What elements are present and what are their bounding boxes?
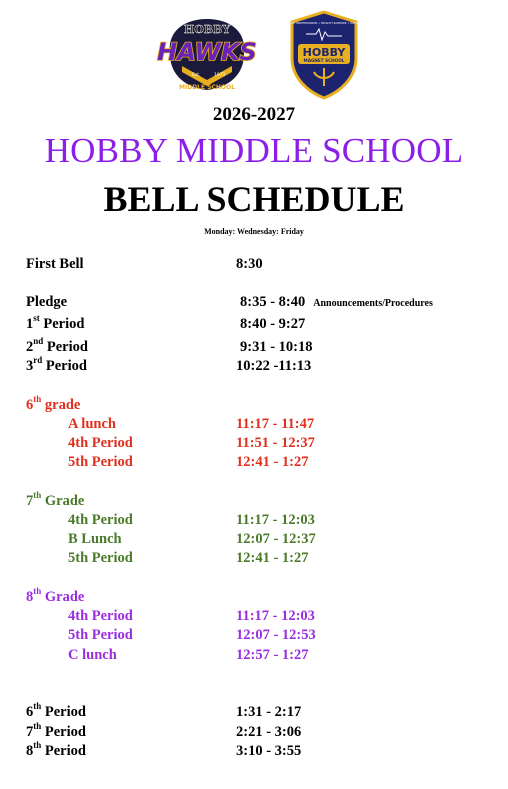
grade-6-item-time: 11:17 - 11:47	[236, 416, 315, 432]
svg-text:HAWKS: HAWKS	[157, 38, 257, 66]
period-2-label: 2nd Period	[26, 336, 88, 355]
grade-6-item-label: 5th Period	[68, 454, 133, 470]
svg-text:HOBBY: HOBBY	[302, 46, 346, 59]
pledge-label: Pledge	[26, 294, 68, 310]
svg-text:MAGNET SCHOOL: MAGNET SCHOOL	[303, 58, 345, 63]
hobby-hawks-logo	[152, 14, 262, 92]
grade-7-item-time: 11:17 - 12:03	[236, 512, 315, 528]
period-2-time: 9:31 - 10:18	[240, 339, 313, 355]
grade-7-item-time: 12:07 - 12:37	[236, 531, 316, 547]
first-bell-label: First Bell	[26, 256, 84, 272]
grade-8-item-time: 12:57 - 1:27	[236, 647, 309, 663]
period-1-label: 1st Period	[26, 313, 85, 332]
grade-8-item-time: 11:17 - 12:03	[236, 608, 315, 624]
grade-7-item-time: 12:41 - 1:27	[236, 550, 309, 566]
hobby-magnet-school-logo	[283, 10, 365, 100]
grade-7-item-label: B Lunch	[68, 531, 122, 547]
school-year: 2026-2027	[212, 104, 296, 125]
schedule-days: Monday: Wednesday: Friday	[204, 227, 304, 236]
first-bell-time: 8:30	[236, 256, 263, 272]
grade-6-item-time: 11:51 - 12:37	[236, 435, 315, 451]
grade-8-item-time: 12:07 - 12:53	[236, 627, 316, 643]
period-3-time: 10:22 -11:13	[236, 358, 312, 374]
svg-text:Est.: Est.	[192, 73, 201, 78]
grade-8-item-label: 4th Period	[68, 608, 133, 624]
svg-text:HEALTH PROFESSIONS • HEALTH SC: HEALTH PROFESSIONS • HEALTH SCIENCE • PATHWAY	[283, 21, 365, 25]
period-6-time: 1:31 - 2:17	[236, 704, 302, 720]
pledge-note: Announcements/Procedures	[313, 298, 433, 309]
svg-text:1971: 1971	[214, 73, 226, 78]
logos	[0, 10, 508, 100]
school-name: HOBBY MIDDLE SCHOOL	[44, 131, 464, 170]
period-6-label: 6th Period	[26, 701, 86, 720]
svg-text:HOBBY: HOBBY	[183, 23, 231, 36]
period-7-label: 7th Period	[26, 721, 86, 740]
pledge-time: 8:35 - 8:40	[240, 294, 306, 310]
grade-6-item-label: 4th Period	[68, 435, 133, 451]
period-8-time: 3:10 - 3:55	[236, 743, 302, 759]
grade-6-item-label: A lunch	[68, 416, 116, 432]
grade-8-item-label: 5th Period	[68, 627, 133, 643]
pledge-time-wrap	[240, 294, 433, 311]
grade-7-item-label: 4th Period	[68, 512, 133, 528]
grade-7-item-label: 5th Period	[68, 550, 133, 566]
period-8-label: 8th Period	[26, 740, 86, 759]
svg-text:MIDDLE SCHOOL: MIDDLE SCHOOL	[179, 84, 235, 91]
schedule-title: BELL SCHEDULE	[103, 179, 405, 219]
period-7-time: 2:21 - 3:06	[236, 724, 302, 740]
grade-8-item-label: C lunch	[68, 647, 117, 663]
period-3-label: 3rd Period	[26, 355, 87, 374]
period-1-time: 8:40 - 9:27	[240, 316, 306, 332]
grade-6-item-time: 12:41 - 1:27	[236, 454, 309, 470]
